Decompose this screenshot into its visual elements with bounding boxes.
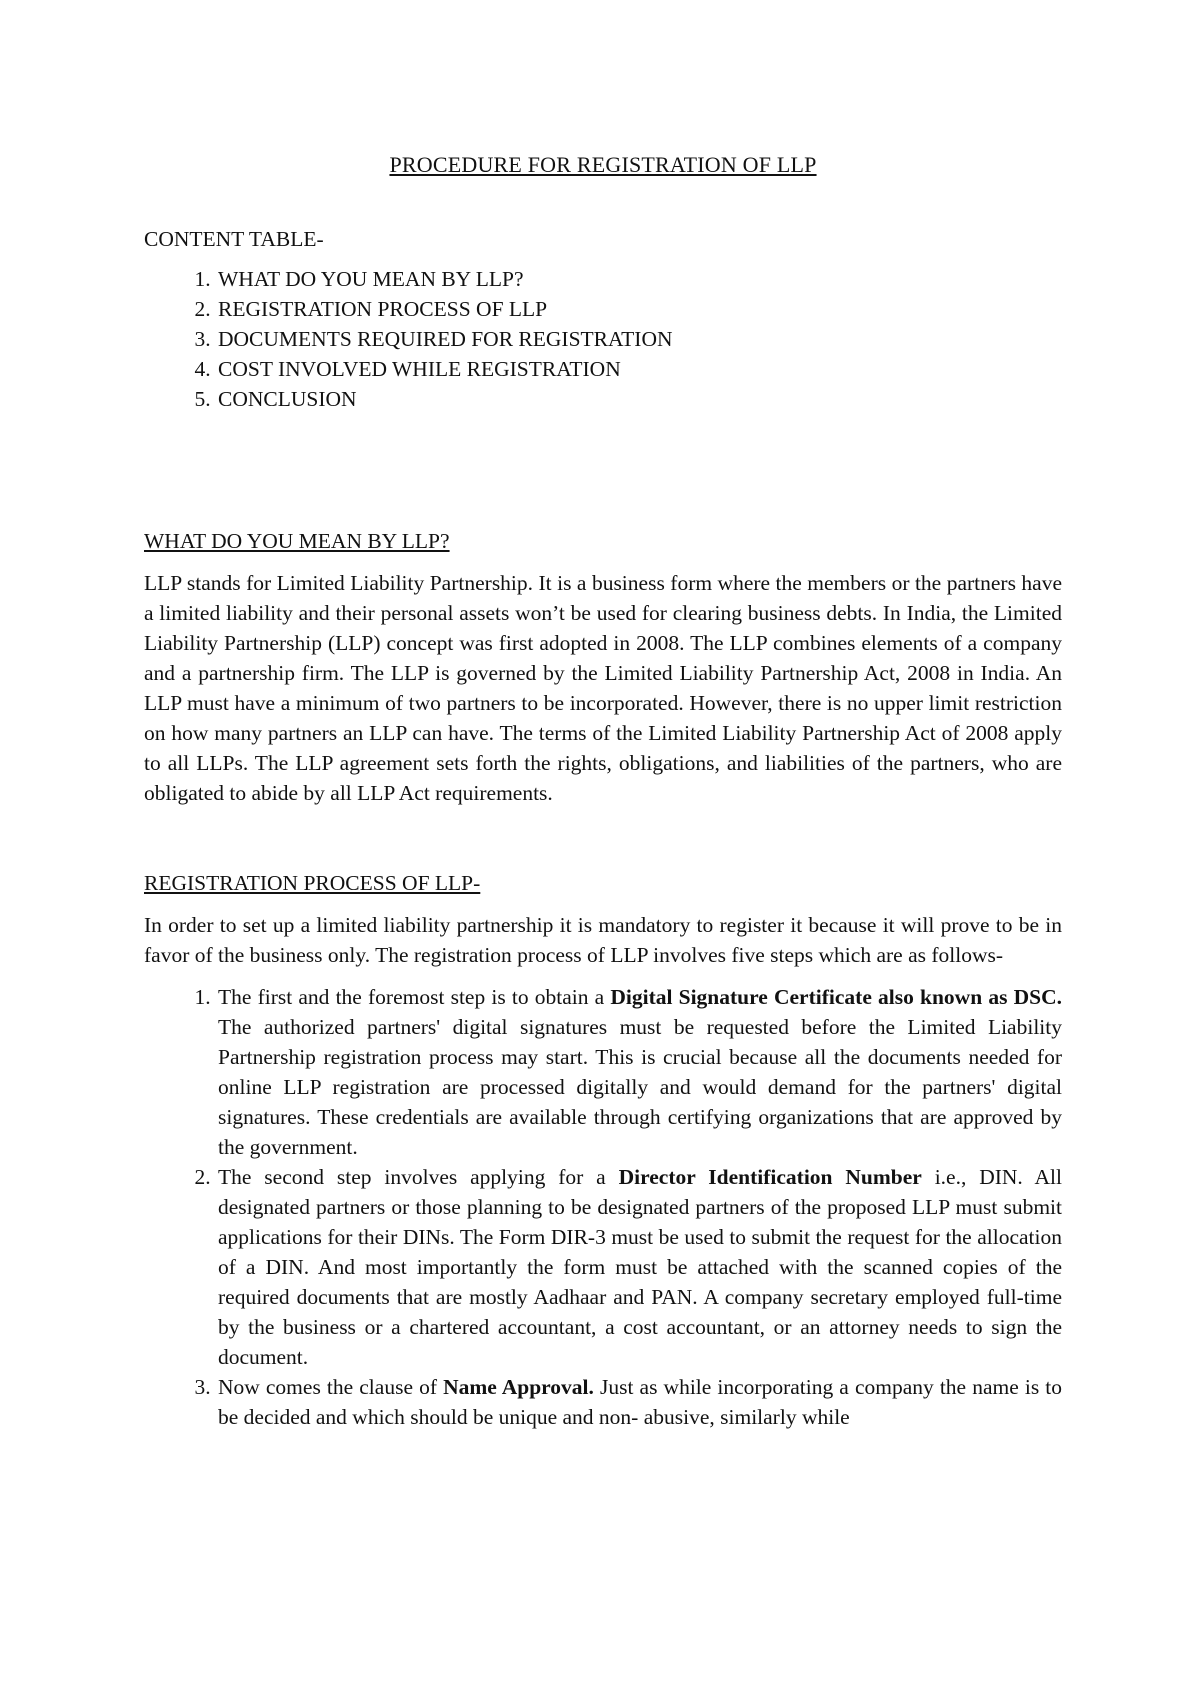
section-paragraph-what-is-llp: LLP stands for Limited Liability Partnership. It is a business form where the members or the partners have a limited liability and their personal assets won’t be used for clearing business debts. In India, the Limited Liability Partnership (LLP) concept was first adopted in 2008. The LLP combines elements of a company and a partnership firm. The LLP is governed by the Limited Liability Partnership Act, 2008 in India. An LLP must have a minimum of two partners to be incorporated. However, there is no upper limit restriction on how many partners an LLP can have. The terms of the Limited Liability Partnership Act of 2008 apply to all LLPs. The LLP agreement sets forth the rights, obligations, and liabilities of the partners, who are obligated to abide by all LLP Act requirements. [144,571,1062,805]
document-title: PROCEDURE FOR REGISTRATION OF LLP [389,152,817,177]
section-intro-registration-process: In order to set up a limited liability partnership it is mandatory to register it because it will prove to be in favor of the business only. The registration process of LLP involves five steps which are as follows- [144,913,1062,967]
content-table-heading: CONTENT TABLE- [144,227,324,251]
registration-steps-list [144,982,1062,1432]
step-text-before: The second step involves applying for a [218,1165,619,1189]
toc-item: 1. WHAT DO YOU MEAN BY LLP? [216,264,1062,294]
step-bold-term: Director Identification Number [618,1165,922,1189]
step-bold-term: Digital Signature Certificate also known as DSC. [610,985,1062,1009]
toc-item: 5. CONCLUSION [216,384,1062,414]
content-table-list [144,264,1062,414]
registration-step [216,1372,1062,1432]
toc-item: 4. COST INVOLVED WHILE REGISTRATION [216,354,1062,384]
step-bold-term: Name Approval. [443,1375,594,1399]
toc-item: 2. REGISTRATION PROCESS OF LLP [216,294,1062,324]
registration-step [216,982,1062,1162]
section-heading-registration-process: REGISTRATION PROCESS OF LLP- [144,871,481,895]
step-text-after: Just as while incorporating a company the name is to be decided and which should be unique and non- abusive, similarly while [218,1375,1062,1429]
step-text-before: Now comes the clause of [218,1375,444,1399]
registration-step [216,1162,1062,1372]
step-text-after: i.e., DIN. All designated partners or those planning to be designated partners of the proposed LLP must submit applications for their DINs. The Form DIR-3 must be used to submit the request for the allocation of a DIN. And most importantly the form must be attached with the scanned copies of the required documents that are mostly Aadhaar and PAN. A company secretary employed full-time by the business or a chartered accountant, a cost accountant, or an attorney needs to sign the document. [218,1165,1062,1369]
step-text-before: The first and the foremost step is to obtain a [218,985,611,1009]
toc-item: 3. DOCUMENTS REQUIRED FOR REGISTRATION [216,324,1062,354]
section-heading-what-is-llp: WHAT DO YOU MEAN BY LLP? [144,529,450,553]
step-text-after: The authorized partners' digital signatures must be requested before the Limited Liability Partnership registration process may start. This is crucial because all the documents needed for online LLP registration are processed digitally and would demand for the partners' digital signatures. These credentials are available through certifying organizations that are approved by the government. [218,1015,1062,1159]
